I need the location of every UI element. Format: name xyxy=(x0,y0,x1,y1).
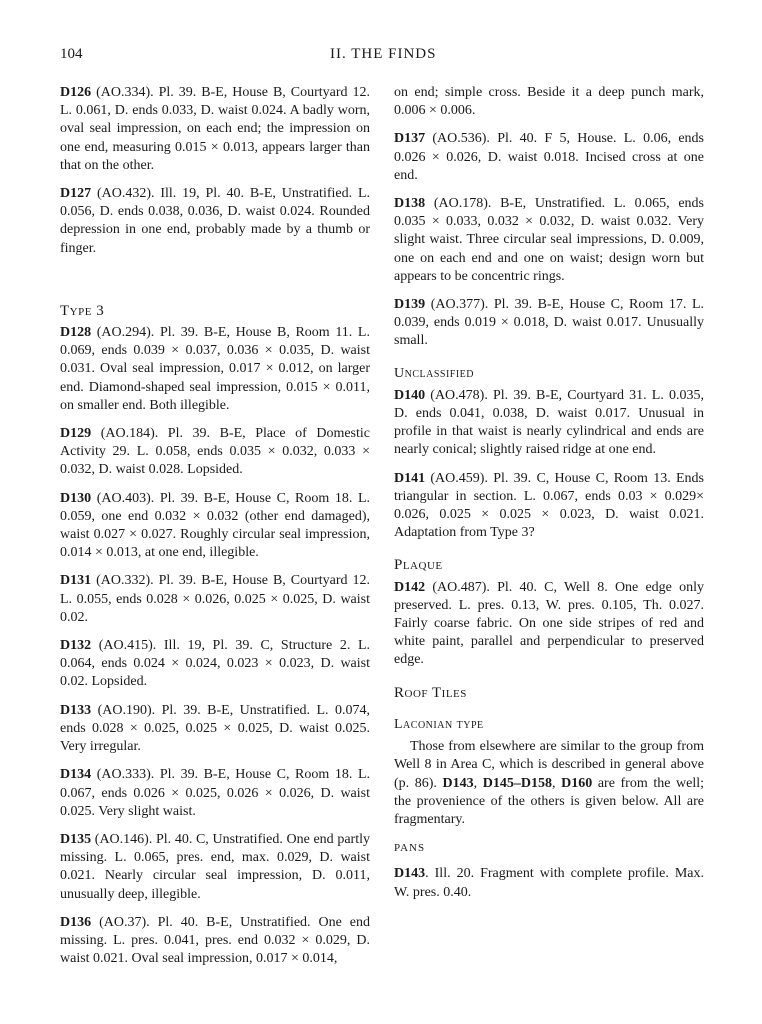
catalog-entry-d127 xyxy=(60,185,370,258)
entry-id: D126 xyxy=(60,85,92,100)
entry-ref: D143 xyxy=(442,775,474,791)
catalog-entry-d139 xyxy=(394,296,704,351)
entry-id: D134 xyxy=(60,767,92,783)
entry-text: (AO.403). Pl. 39. B-E, House C, Room 18. L. 0.059, one end 0.032 × 0.032 (other end damaged), waist 0.027 × 0.027. Roughly circular seal impression, 0.014 × 0.013, at one end, illegible. xyxy=(60,490,370,561)
entry-text: (AO.294). Pl. 39. B-E, House B, Room 11. L. 0.069, ends 0.039 × 0.037, 0.036 × 0.035, D. waist 0.031. Oval seal impression, 0.017 × 0.012, on larger end. Diamond-shaped seal impression, 0.015 × 0.011, on smaller end. Both illegible. xyxy=(60,325,370,413)
para-text: , xyxy=(473,775,483,791)
entry-text: (AO.478). Pl. 39. B-E, Courtyard 31. L. 0.035, D. ends 0.041, 0.038, D. waist 0.017. Unusual in profile in that waist is nearly cylindrical and ends are nearly conical; slightly raised ridge at one end. xyxy=(394,387,704,458)
catalog-entry-d133 xyxy=(60,702,370,757)
entry-id: D141 xyxy=(394,470,426,486)
entry-text: (AO.415). Ill. 19, Pl. 39. C, Structure 2. L. 0.064, ends 0.024 × 0.024, 0.023 × 0.023, D. waist 0.02. Lopsided. xyxy=(60,638,370,690)
entry-ref: D160 xyxy=(561,775,593,791)
catalog-entry-d130 xyxy=(60,490,370,563)
catalog-entry-d143 xyxy=(394,865,704,901)
para-text: are from the well; the provenience of the others is given below. All are fragmentary. xyxy=(394,775,705,827)
catalog-entry-d131 xyxy=(60,572,370,627)
catalog-entry-d136-continued: on end; simple cross. Beside it a deep punch mark, 0.006 × 0.006. xyxy=(394,85,704,119)
entry-id: D135 xyxy=(60,831,92,847)
page-number: 104 xyxy=(60,46,83,62)
entry-text: (AO.377). Pl. 39. B-E, House C, Room 17. L. 0.039, ends 0.019 × 0.018, D. waist 0.017. Unusually small. xyxy=(394,297,704,349)
para-text: Those from elsewhere are similar to the group from Well 8 in Area C, which is described in general above (p. 86). xyxy=(394,739,704,791)
entry-id: D137 xyxy=(394,131,426,147)
entry-text: (AO.432). Ill. 19, Pl. 40. B-E, Unstratified. L. 0.056, D. ends 0.038, 0.036, D. waist 0.024. Rounded depression in one end, probably made by a thumb or finger. xyxy=(60,186,370,256)
section-heading-roof-tiles: Roof Tiles xyxy=(394,684,467,701)
entry-id: D129 xyxy=(60,426,92,442)
catalog-entry-d138 xyxy=(394,195,704,286)
entry-text: (AO.332). Pl. 39. B-E, House B, Courtyard 12. L. 0.055, ends 0.028 × 0.026, 0.025 × 0.025, D. waist 0.02. xyxy=(60,573,370,625)
entry-text: (AO.487). Pl. 40. C, Well 8. One edge only preserved. L. pres. 0.13, W. pres. 0.105, Th. 0.027. Fairly coarse fabric. On one side stripes of red and white paint, parallel and perpendicular to preserved edge. xyxy=(394,579,704,668)
entry-text: (AO.178). B-E, Unstratified. L. 0.065, ends 0.035 × 0.033, 0.032 × 0.032, D. waist 0.032. Very slight waist. Three circular seal impressions, D. 0.009, one on each end and one on waist; design worn but appears to be concentric rings. xyxy=(394,196,704,284)
running-head: II. THE FINDS xyxy=(330,46,437,62)
entry-id: D131 xyxy=(60,573,92,589)
catalog-entry-d140 xyxy=(394,387,704,460)
entry-text: (AO.190). Pl. 39. B-E, Unstratified. L. 0.074, ends 0.028 × 0.025, 0.025 × 0.025, D. waist 0.025. Very irregular. xyxy=(60,702,370,755)
left-column xyxy=(60,84,370,978)
catalog-entry-d142 xyxy=(394,579,704,670)
entry-id: D136 xyxy=(60,914,92,930)
catalog-entry-d135 xyxy=(60,831,370,904)
entry-ref: D145–D158 xyxy=(482,775,552,791)
entry-text: (AO.146). Pl. 40. C, Unstratified. One end partly missing. L. 0.065, pres. end, max. 0.029, D. waist 0.021. Nearly circular seal impression, D. 0.011, unusually deep, illegible. xyxy=(60,831,370,902)
catalog-entry-d141 xyxy=(394,470,704,543)
entry-id: D143 xyxy=(394,866,426,882)
catalog-entry-d134 xyxy=(60,766,370,821)
subsection-heading-pans: PANS xyxy=(394,842,426,855)
entry-text: (AO.333). Pl. 39. B-E, House C, Room 18. L. 0.067, ends 0.026 × 0.025, 0.026 × 0.026, D. waist 0.025. Very slight waist. xyxy=(60,767,370,819)
section-heading-unclassified: Unclassified xyxy=(394,365,475,381)
entry-id: D142 xyxy=(394,579,426,595)
entry-text: (AO.334). Pl. 39. B-E, House B, Courtyard 12. L. 0.061, D. ends 0.033, D. waist 0.024. A badly worn, oval seal impression, on each end; the impression on one end, measuring 0.015 × 0.013, appears larger than that on the other. xyxy=(60,85,370,173)
entry-id: D132 xyxy=(60,638,92,654)
catalog-entry-d137 xyxy=(394,130,704,185)
entry-id: D128 xyxy=(60,325,92,341)
entry-id: D139 xyxy=(394,297,426,313)
entry-text: (AO.459). Pl. 39. C, House C, Room 13. Ends triangular in section. L. 0.067, ends 0.03 × 0.029× 0.026, 0.025 × 0.025 × 0.023, D. waist 0.021. Adaptation from Type 3? xyxy=(394,470,704,541)
entry-id: D140 xyxy=(394,387,426,403)
entry-text: (AO.536). Pl. 40. F 5, House. L. 0.06, ends 0.026 × 0.026, D. waist 0.018. Incised cross at one end. xyxy=(394,131,704,183)
catalog-entry-d129 xyxy=(60,425,370,480)
entry-text: (AO.37). Pl. 40. B-E, Unstratified. One end missing. L. pres. 0.041, pres. end 0.032 × 0.029, D. waist 0.021. Oval seal impression, 0.017 × 0.014, xyxy=(60,914,370,967)
right-column xyxy=(394,84,704,912)
entry-id: D133 xyxy=(60,702,92,718)
entry-id: D130 xyxy=(60,490,92,506)
catalog-entry-d136 xyxy=(60,914,370,969)
entry-text: . Ill. 20. Fragment with complete profile. Max. W. pres. 0.40. xyxy=(394,866,704,900)
section-heading-plaque: Plaque xyxy=(394,557,443,574)
section-heading-type3: Type 3 xyxy=(60,302,105,319)
laconian-intro-paragraph xyxy=(394,738,704,829)
entry-id: D138 xyxy=(394,196,426,212)
entry-id: D127 xyxy=(60,186,92,202)
para-text: , xyxy=(552,775,562,791)
catalog-entry-d126 xyxy=(60,84,370,175)
subsection-heading-laconian: Laconian type xyxy=(394,716,484,732)
entry-text: (AO.184). Pl. 39. B-E, Place of Domestic Activity 29. L. 0.058, ends 0.035 × 0.032, 0.033 × 0.032, D. waist 0.028. Lopsided. xyxy=(60,426,370,478)
catalog-entry-d128 xyxy=(60,324,370,415)
catalog-entry-d132 xyxy=(60,637,370,692)
